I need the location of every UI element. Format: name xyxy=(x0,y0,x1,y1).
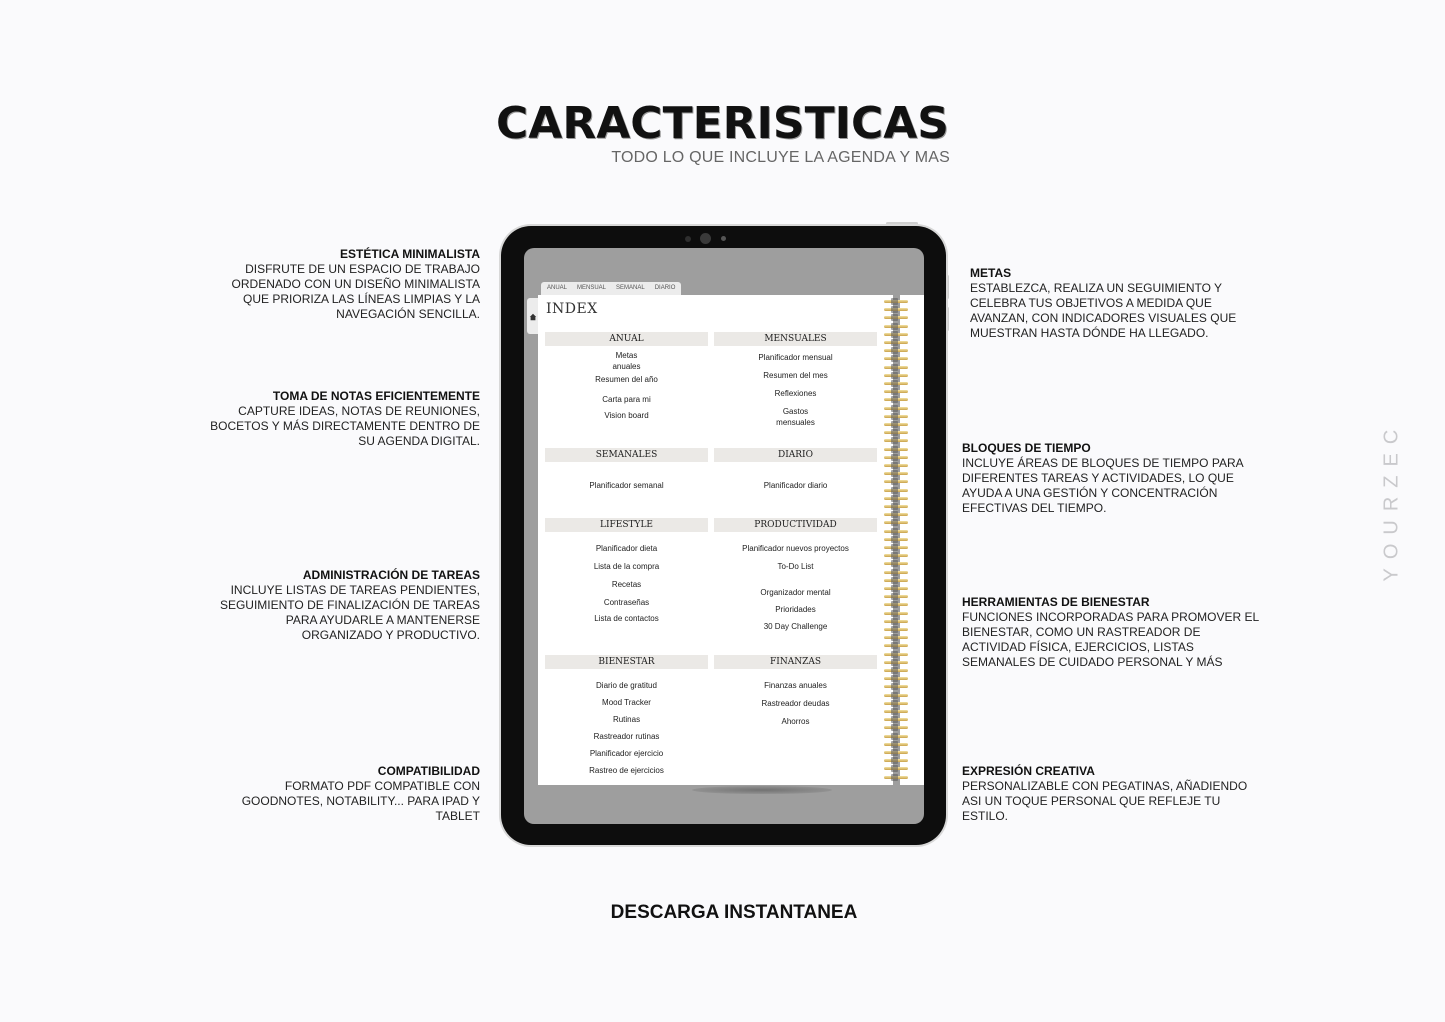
tablet-volume-button xyxy=(946,275,949,299)
section-header[interactable]: BIENESTAR xyxy=(545,655,708,669)
spiral-ring xyxy=(883,694,909,698)
feature-title: COMPATIBILIDAD xyxy=(377,764,480,778)
spiral-ring xyxy=(883,726,909,730)
camera-icon xyxy=(700,233,711,244)
index-link[interactable]: Rutinas xyxy=(612,715,641,724)
spiral-ring xyxy=(883,472,909,476)
index-link[interactable]: mensuales xyxy=(776,418,815,427)
spiral-ring xyxy=(883,636,909,640)
index-link[interactable]: Rastreador deudas xyxy=(761,699,830,708)
section-mensuales xyxy=(714,332,877,427)
spiral-ring xyxy=(883,341,909,345)
spiral-ring xyxy=(883,415,909,419)
spiral-ring xyxy=(883,579,909,583)
spiral-ring xyxy=(883,702,909,706)
spiral-ring xyxy=(883,620,909,624)
index-title: INDEX xyxy=(546,301,598,317)
spiral-ring xyxy=(883,587,909,591)
spiral-ring xyxy=(883,497,909,501)
spiral-ring xyxy=(883,407,909,411)
spiral-ring xyxy=(883,325,909,329)
spiral-ring xyxy=(883,669,909,673)
section-productividad xyxy=(714,518,877,631)
spiral-ring xyxy=(883,653,909,657)
index-link[interactable]: Ahorros xyxy=(781,717,810,726)
index-link[interactable]: Planificador semanal xyxy=(589,481,664,490)
spiral-ring xyxy=(883,439,909,443)
feature-creative xyxy=(962,764,1262,824)
index-link[interactable]: Lista de contactos xyxy=(594,614,659,623)
index-link[interactable]: Planificador dieta xyxy=(595,544,658,553)
spiral-ring xyxy=(883,513,909,517)
index-link[interactable]: Mood Tracker xyxy=(602,698,651,707)
index-link[interactable]: To-Do List xyxy=(777,562,814,571)
index-link[interactable]: Vision board xyxy=(604,411,649,420)
spiral-ring xyxy=(883,677,909,681)
spiral-ring xyxy=(883,456,909,460)
tab-mensual[interactable]: MENSUAL xyxy=(577,285,607,291)
spiral-ring xyxy=(883,464,909,468)
feature-goals xyxy=(970,266,1270,341)
index-link[interactable]: Gastos xyxy=(782,407,809,416)
feature-text: INCLUYE ÁREAS DE BLOQUES DE TIEMPO PARA DIFERENTES TAREAS Y ACTIVIDADES, LO QUE AYUDA A UNA GESTIÓN Y CONCENTRACIÓN EFECTIVAS DEL TIEMPO. xyxy=(962,456,1243,515)
spiral-ring xyxy=(883,628,909,632)
index-link[interactable]: Carta para mi xyxy=(602,395,651,404)
feature-title: METAS xyxy=(970,266,1012,280)
spiral-ring xyxy=(883,431,909,435)
feature-text: FUNCIONES INCORPORADAS PARA PROMOVER EL BIENESTAR, COMO UN RASTREADOR DE ACTIVIDAD FÍSICA, EJERCICIOS, LISTAS SEMANALES DE CUIDADO PERSONAL Y MÁS xyxy=(962,610,1259,669)
spiral-ring xyxy=(883,767,909,771)
section-header[interactable]: SEMANALES xyxy=(545,448,708,462)
spiral-ring xyxy=(883,366,909,370)
page-subtitle: TODO LO QUE INCLUYE LA AGENDA Y MAS xyxy=(611,149,950,166)
feature-compatibility xyxy=(210,764,480,824)
index-link[interactable]: Prioridades xyxy=(775,605,816,614)
spiral-ring xyxy=(883,735,909,739)
tablet-volume-button xyxy=(946,307,949,331)
section-header[interactable]: DIARIO xyxy=(714,448,877,462)
section-header[interactable]: LIFESTYLE xyxy=(545,518,708,532)
section-lifestyle xyxy=(545,518,708,623)
feature-text: CAPTURE IDEAS, NOTAS DE REUNIONES, BOCETOS Y MÁS DIRECTAMENTE DENTRO DE SU AGENDA DIGITAL. xyxy=(210,404,480,448)
feature-title: BLOQUES DE TIEMPO xyxy=(962,441,1091,455)
index-link[interactable]: Diario de gratitud xyxy=(596,681,657,690)
feature-title: TOMA DE NOTAS EFICIENTEMENTE xyxy=(272,389,480,403)
index-link[interactable]: Planificador ejercicio xyxy=(589,749,664,758)
section-finanzas xyxy=(714,655,877,726)
planner-tabs xyxy=(541,282,681,295)
tablet-screen xyxy=(524,248,924,824)
spiral-ring xyxy=(883,776,909,780)
section-semanales xyxy=(545,448,708,490)
feature-text: DISFRUTE DE UN ESPACIO DE TRABAJO ORDENADO CON UN DISEÑO MINIMALISTA QUE PRIORIZA LAS LÍNEAS LIMPIAS Y LA NAVEGACIÓN SENCILLA. xyxy=(231,262,480,321)
feature-title: EXPRESIÓN CREATIVA xyxy=(962,764,1095,778)
index-link[interactable]: Planificador mensual xyxy=(758,353,833,362)
spiral-ring xyxy=(883,759,909,763)
spiral-ring xyxy=(883,661,909,665)
spiral-ring xyxy=(883,316,909,320)
index-link[interactable]: Planificador diario xyxy=(763,481,828,490)
tablet-top-button xyxy=(886,222,918,225)
spiral-ring xyxy=(883,349,909,353)
index-link[interactable]: Rastreador rutinas xyxy=(593,732,660,741)
home-icon[interactable] xyxy=(527,298,538,334)
spiral-ring xyxy=(883,333,909,337)
feature-time-blocks xyxy=(962,441,1262,516)
spiral-ring xyxy=(883,751,909,755)
index-link[interactable]: 30 Day Challenge xyxy=(763,622,828,631)
spiral-ring xyxy=(883,562,909,566)
section-anual xyxy=(545,332,708,420)
index-link[interactable]: Metas xyxy=(615,351,638,360)
feature-title: ESTÉTICA MINIMALISTA xyxy=(340,247,480,261)
index-link[interactable]: Reflexiones xyxy=(774,389,817,398)
spiral-ring xyxy=(883,489,909,493)
section-header[interactable]: ANUAL xyxy=(545,332,708,346)
spiral-ring xyxy=(883,685,909,689)
spiral-ring xyxy=(883,612,909,616)
spiral-ring xyxy=(883,710,909,714)
tab-anual[interactable]: ANUAL xyxy=(547,285,568,291)
spiral-ring xyxy=(883,571,909,575)
spiral-ring xyxy=(883,374,909,378)
spiral-ring xyxy=(883,595,909,599)
feature-notes xyxy=(210,389,480,449)
index-link[interactable]: Recetas xyxy=(611,580,642,589)
sensor-icon xyxy=(685,236,691,242)
spiral-ring xyxy=(883,743,909,747)
feature-wellness xyxy=(962,595,1262,670)
section-diario xyxy=(714,448,877,490)
page-shadow xyxy=(692,786,832,794)
spiral-ring xyxy=(883,718,909,722)
feature-title: ADMINISTRACIÓN DE TAREAS xyxy=(302,568,480,582)
spiral-binding xyxy=(883,296,909,786)
page-title: CARACTERISTICAS xyxy=(496,98,949,149)
flash-icon xyxy=(721,236,726,241)
index-link[interactable]: Rastreo de ejercicios xyxy=(589,766,664,775)
spiral-ring xyxy=(883,480,909,484)
feature-title: HERRAMIENTAS DE BIENESTAR xyxy=(962,595,1150,609)
feature-tasks xyxy=(210,568,480,643)
index-link[interactable]: Lista de la compra xyxy=(593,562,660,571)
spiral-ring xyxy=(883,390,909,394)
index-link[interactable]: Resumen del mes xyxy=(763,371,828,380)
index-link[interactable]: Resumen del año xyxy=(595,375,658,384)
index-link[interactable]: Organizador mental xyxy=(760,588,831,597)
tab-semanal[interactable]: SEMANAL xyxy=(616,285,645,291)
section-bienestar xyxy=(545,655,708,775)
feature-text: PERSONALIZABLE CON PEGATINAS, AÑADIENDO ASI UN TOQUE PERSONAL QUE REFLEJE TU ESTILO. xyxy=(962,779,1248,823)
planner-index-page xyxy=(538,295,893,785)
feature-text: ESTABLEZCA, REALIZA UN SEGUIMIENTO Y CELEBRA TUS OBJETIVOS A MEDIDA QUE AVANZAN, CON INDICADORES VISUALES QUE MUESTRAN HASTA DÓNDE HA LLEGADO. xyxy=(970,281,1237,340)
spiral-ring xyxy=(883,644,909,648)
tablet-device xyxy=(501,226,946,845)
feature-minimalist xyxy=(210,247,480,322)
feature-text: INCLUYE LISTAS DE TAREAS PENDIENTES, SEGUIMIENTO DE FINALIZACIÓN DE TAREAS PARA AYUDARLE A MANTENERSE ORGANIZADO Y PRODUCTIVO. xyxy=(219,583,480,642)
spiral-ring xyxy=(883,546,909,550)
spiral-ring xyxy=(883,538,909,542)
spiral-ring xyxy=(883,382,909,386)
spiral-ring xyxy=(883,554,909,558)
spiral-ring xyxy=(883,300,909,304)
spiral-ring xyxy=(883,357,909,361)
index-link[interactable]: Planificador nuevos proyectos xyxy=(742,544,849,553)
index-link[interactable]: Contraseñas xyxy=(603,598,650,607)
section-header[interactable]: PRODUCTIVIDAD xyxy=(714,518,877,532)
spiral-ring xyxy=(883,423,909,427)
brand-watermark: YOURZEC xyxy=(1380,420,1403,582)
spiral-ring xyxy=(883,530,909,534)
download-label: DESCARGA INSTANTANEA xyxy=(610,902,858,923)
spiral-ring xyxy=(883,448,909,452)
spiral-ring xyxy=(883,398,909,402)
index-link[interactable]: Finanzas anuales xyxy=(764,681,827,690)
spiral-ring xyxy=(883,521,909,525)
tab-diario[interactable]: DIARIO xyxy=(654,285,676,291)
feature-text: FORMATO PDF COMPATIBLE CON GOODNOTES, NOTABILITY... PARA IPAD Y TABLET xyxy=(241,779,480,823)
spiral-ring xyxy=(883,505,909,509)
spiral-ring xyxy=(883,603,909,607)
section-header[interactable]: FINANZAS xyxy=(714,655,877,669)
spiral-ring xyxy=(883,308,909,312)
section-header[interactable]: MENSUALES xyxy=(714,332,877,346)
index-link[interactable]: anuales xyxy=(612,362,641,371)
